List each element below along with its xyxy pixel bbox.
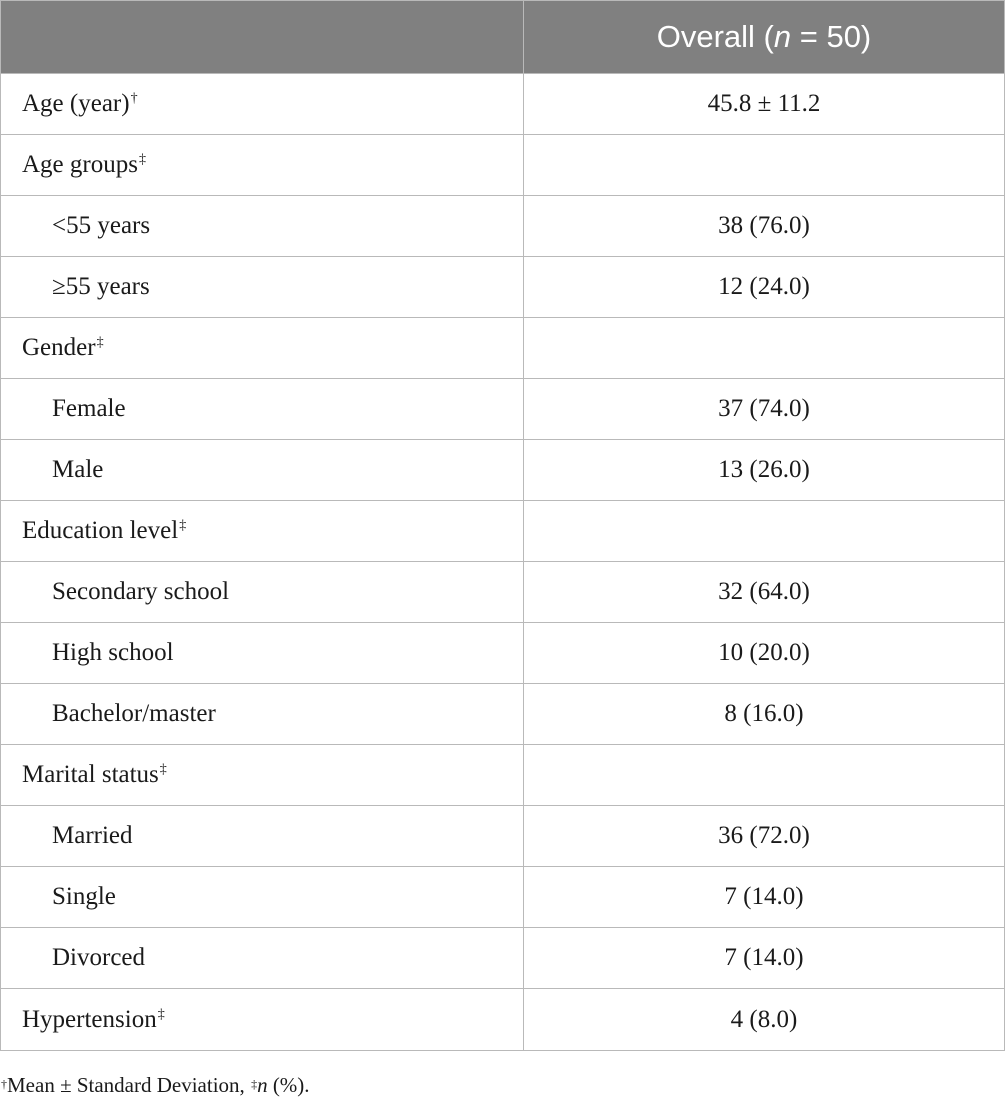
table-row <box>1 989 1005 1051</box>
row-value: 36 (72.0) <box>524 806 1005 867</box>
row-label: Female <box>1 379 524 440</box>
table-row <box>1 562 1005 623</box>
header-overall <box>524 1 1005 74</box>
row-label: High school <box>1 623 524 684</box>
table-row <box>1 623 1005 684</box>
table-row <box>1 867 1005 928</box>
row-label: Secondary school <box>1 562 524 623</box>
row-value: 4 (8.0) <box>524 989 1005 1051</box>
table-row <box>1 257 1005 318</box>
table-row <box>1 74 1005 135</box>
table-row <box>1 379 1005 440</box>
row-label: Education level‡ <box>1 501 524 562</box>
header-overall-n: n <box>773 19 792 54</box>
header-overall-prefix: Overall ( <box>656 19 774 54</box>
table-row <box>1 928 1005 989</box>
row-value <box>524 745 1005 806</box>
table-row <box>1 135 1005 196</box>
row-label: Age groups‡ <box>1 135 524 196</box>
row-label: Marital status‡ <box>1 745 524 806</box>
row-value <box>524 318 1005 379</box>
row-value: 38 (76.0) <box>524 196 1005 257</box>
header-overall-suffix: = 50) <box>791 19 872 54</box>
row-value: 32 (64.0) <box>524 562 1005 623</box>
row-value <box>524 135 1005 196</box>
table-row <box>1 806 1005 867</box>
row-label: Bachelor/master <box>1 684 524 745</box>
row-value: 7 (14.0) <box>524 867 1005 928</box>
row-label: Married <box>1 806 524 867</box>
row-value: 8 (16.0) <box>524 684 1005 745</box>
table-row <box>1 745 1005 806</box>
row-label: Male <box>1 440 524 501</box>
row-value: 7 (14.0) <box>524 928 1005 989</box>
table-row <box>1 196 1005 257</box>
table-header-row <box>1 1 1005 74</box>
row-label: Age (year)† <box>1 74 524 135</box>
table-footnote: †Mean ± Standard Deviation, ‡n (%). <box>1 1073 310 1097</box>
table-row <box>1 440 1005 501</box>
header-blank-cell <box>1 1 524 74</box>
table-row <box>1 684 1005 745</box>
table-row <box>1 318 1005 379</box>
row-value <box>524 501 1005 562</box>
row-value: 10 (20.0) <box>524 623 1005 684</box>
row-label: ≥55 years <box>1 257 524 318</box>
row-value: 45.8 ± 11.2 <box>524 74 1005 135</box>
row-label: Single <box>1 867 524 928</box>
row-value: 37 (74.0) <box>524 379 1005 440</box>
table-row <box>1 501 1005 562</box>
row-label: <55 years <box>1 196 524 257</box>
row-label: Divorced <box>1 928 524 989</box>
row-label: Hypertension‡ <box>1 989 524 1051</box>
row-label: Gender‡ <box>1 318 524 379</box>
row-value: 12 (24.0) <box>524 257 1005 318</box>
row-value: 13 (26.0) <box>524 440 1005 501</box>
